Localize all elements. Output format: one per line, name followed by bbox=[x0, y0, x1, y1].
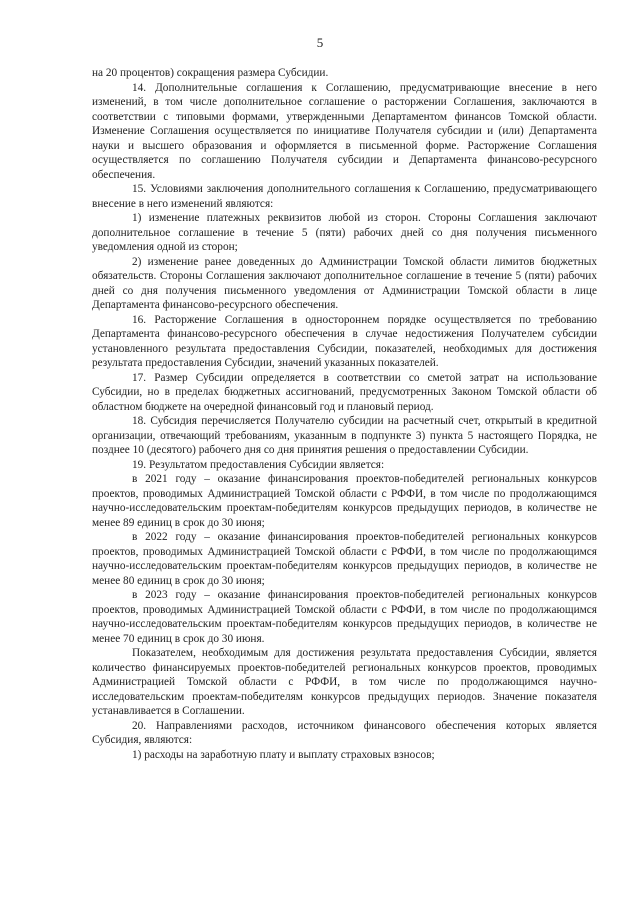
page-number: 5 bbox=[316, 35, 324, 50]
paragraph: в 2023 году – оказание финансирования проектов-победителей региональных конкурсов проектов, проводимых Администрацией Томской области с РФФИ, в том числе по продолжающимся научно-исследовательским проектам-победителям конкурсов предыдущих периодов, в количестве не менее 70 единиц в срок до 30 июня. bbox=[92, 589, 597, 645]
paragraph: 1) расходы на заработную плату и выплату страховых взносов; bbox=[132, 748, 435, 761]
paragraph: Показателем, необходимым для достижения результата предоставления Субсидии, является количество финансируемых проектов-победителей региональных конкурсов проектов, проводимых Администрацией Томской области с РФФИ, в том числе по продолжающимся научно-исследовательским проектам-победителям конкурсов предыдущих периодов. Значение показателя устанавливается в Соглашении. bbox=[92, 647, 597, 717]
paragraph: 16. Расторжение Соглашения в одностороннем порядке осуществляется по требованию Департамента финансово-ресурсного обеспечения в случае недостижения Получателем субсидии установленного результата предоставления Субсидии, показателей, необходимых для достижения результата предоставления Субсидии, значений указанных показателей. bbox=[92, 313, 597, 369]
paragraph: 18. Субсидия перечисляется Получателю субсидии на расчетный счет, открытый в кредитной организации, отвечающий требованиям, указанным в подпункте 3) пункта 5 настоящего Порядка, не позднее 10 (десятого) рабочего дня со дня принятия решения о предоставлении Субсидии. bbox=[92, 415, 597, 456]
paragraph: в 2022 году – оказание финансирования проектов-победителей региональных конкурсов проектов, проводимых Администрацией Томской области с РФФИ, в том числе по продолжающимся научно-исследовательским проектам-победителям конкурсов предыдущих периодов, в количестве не менее 80 единиц в срок до 30 июня; bbox=[92, 531, 597, 587]
paragraph: 14. Дополнительные соглашения к Соглашению, предусматривающие внесение в него изменений, в том числе дополнительное соглашение о расторжении Соглашения, заключаются в соответствии с типовыми формами, утвержденными Департаментом финансов Томской области. Изменение Соглашения осуществляется по инициативе Получателя субсидии и (или) Департамента науки и высшего образования и оформляется в письменной форме. Расторжение Соглашения осуществляется по соглашению Получателя субсидии и Департамента финансово-ресурсного обеспечения. bbox=[92, 81, 597, 181]
paragraph: на 20 процентов) сокращения размера Субсидии. bbox=[92, 67, 329, 79]
paragraph: 15. Условиями заключения дополнительного соглашения к Соглашению, предусматривающего внесение в него изменений являются: bbox=[92, 183, 597, 210]
document-body bbox=[92, 66, 597, 762]
paragraph: 19. Результатом предоставления Субсидии является: bbox=[132, 458, 385, 471]
paragraph: 17. Размер Субсидии определяется в соответствии со сметой затрат на использование Субсидии, но в пределах бюджетных ассигнований, предусмотренных Законом Томской области об областном бюджете на очередной финансовый год и плановый период. bbox=[92, 371, 597, 413]
paragraph: 1) изменение платежных реквизитов любой из сторон. Стороны Соглашения заключают дополнительное соглашение в течение 5 (пяти) рабочих дней со дня получения письменного уведомления одной из сторон; bbox=[92, 212, 597, 253]
paragraph: в 2021 году – оказание финансирования проектов-победителей региональных конкурсов проектов, проводимых Администрацией Томской области с РФФИ, в том числе по продолжающимся научно-исследовательским проектам-победителям конкурсов предыдущих периодов, в количестве не менее 89 единиц в срок до 30 июня; bbox=[92, 473, 597, 529]
paragraph: 2) изменение ранее доведенных до Администрации Томской области лимитов бюджетных обязательств. Стороны Соглашения заключают дополнительное соглашение в течение 5 (пяти) рабочих дней со дня получения письменного уведомления от Администрации Томской области в лице Департамента финансово-ресурсного обеспечения. bbox=[92, 255, 597, 311]
paragraph: 20. Направлениями расходов, источником финансового обеспечения которых является Субсидия, являются: bbox=[92, 719, 597, 746]
